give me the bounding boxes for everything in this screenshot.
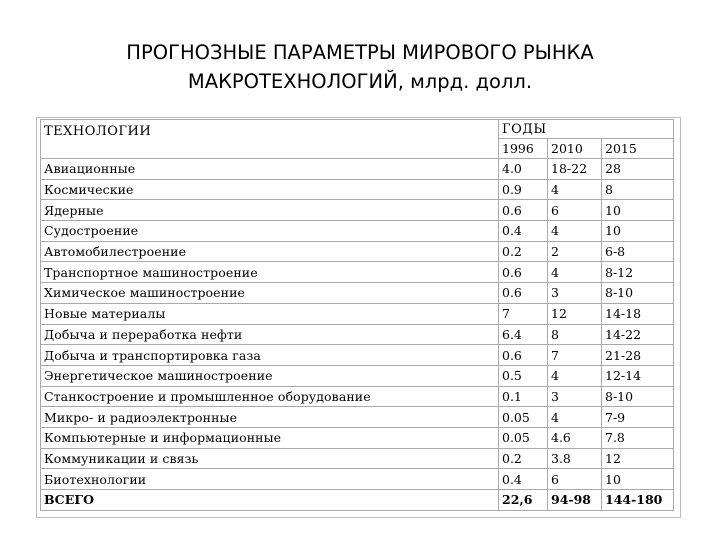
year-1996-header: 1996 [499,139,548,159]
value-2010: 6 [548,200,602,221]
table-row [41,427,674,448]
value-1996: 0.6 [499,262,548,283]
value-2015: 8 [602,179,674,200]
value-2015: 10 [602,469,674,490]
year-2015-header: 2015 [602,139,674,159]
table-row [41,365,674,386]
value-2015: 144-180 [602,490,674,511]
value-1996: 0.6 [499,345,548,366]
title-line-1: ПРОГНОЗНЫЕ ПАРАМЕТРЫ МИРОВОГО РЫНКА [126,41,594,64]
value-2010: 4 [548,221,602,242]
table-row [41,407,674,428]
value-1996: 0.4 [499,469,548,490]
value-1996: 0.4 [499,221,548,242]
value-2010: 18-22 [548,159,602,180]
value-2010: 12 [548,303,602,324]
value-2010: 8 [548,324,602,345]
value-2010: 4 [548,407,602,428]
technology-name: Космические [41,179,499,200]
value-2010: 3 [548,283,602,304]
table-row [41,324,674,345]
header-row [41,120,674,139]
value-2010: 2 [548,241,602,262]
technology-name: Транспортное машиностроение [41,262,499,283]
value-2015: 12 [602,448,674,469]
tech-column-header: ТЕХНОЛОГИИ [41,120,499,159]
value-1996: 0.1 [499,386,548,407]
value-2015: 6-8 [602,241,674,262]
table-row [41,159,674,180]
technology-name: Судостроение [41,221,499,242]
table-row [41,469,674,490]
technology-name: Биотехнологии [41,469,499,490]
value-2015: 14-18 [602,303,674,324]
value-1996: 0.6 [499,200,548,221]
value-1996: 0.5 [499,365,548,386]
table-body [41,120,674,511]
technology-name: Добыча и транспортировка газа [41,345,499,366]
value-2015: 28 [602,159,674,180]
technology-name: Добыча и переработка нефти [41,324,499,345]
value-1996: 22,6 [499,490,548,511]
value-1996: 0.2 [499,448,548,469]
table-row [41,283,674,304]
table-row [41,448,674,469]
market-forecast-table [40,119,674,511]
value-1996: 6.4 [499,324,548,345]
technology-name: Авиационные [41,159,499,180]
value-1996: 4.0 [499,159,548,180]
value-2015: 7.8 [602,427,674,448]
total-label: ВСЕГО [41,490,499,511]
technology-name: Новые материалы [41,303,499,324]
table-row [41,200,674,221]
technology-name: Ядерные [41,200,499,221]
table-row [41,179,674,200]
value-2015: 8-10 [602,283,674,304]
value-2010: 4 [548,365,602,386]
title-line-2: МАКРОТЕХНОЛОГИЙ, млрд. долл. [187,70,533,93]
technology-name: Станкостроение и промышленное оборудование [41,386,499,407]
year-2010-header: 2010 [548,139,602,159]
value-2010: 6 [548,469,602,490]
table-row [41,386,674,407]
value-2010: 3 [548,386,602,407]
value-2015: 8-12 [602,262,674,283]
table-row [41,303,674,324]
technology-name: Химическое машиностроение [41,283,499,304]
value-2010: 7 [548,345,602,366]
value-1996: 0.9 [499,179,548,200]
table-row [41,345,674,366]
technology-name: Компьютерные и информационные [41,427,499,448]
value-2015: 8-10 [602,386,674,407]
value-2010: 4.6 [548,427,602,448]
value-2010: 94-98 [548,490,602,511]
value-2015: 14-22 [602,324,674,345]
total-row [41,490,674,511]
value-1996: 0.2 [499,241,548,262]
value-1996: 7 [499,303,548,324]
value-1996: 0.6 [499,283,548,304]
technology-name: Энергетическое машиностроение [41,365,499,386]
value-1996: 0.05 [499,407,548,428]
table-row [41,221,674,242]
value-2015: 12-14 [602,365,674,386]
value-1996: 0.05 [499,427,548,448]
value-2015: 10 [602,221,674,242]
value-2010: 3.8 [548,448,602,469]
technology-name: Микро- и радиоэлектронные [41,407,499,428]
years-column-header: ГОДЫ [499,120,674,139]
technology-name: Коммуникации и связь [41,448,499,469]
technology-name: Автомобилестроение [41,241,499,262]
table-row [41,241,674,262]
value-2015: 10 [602,200,674,221]
table-row [41,262,674,283]
value-2015: 21-28 [602,345,674,366]
value-2015: 7-9 [602,407,674,428]
slide-title [0,38,720,96]
value-2010: 4 [548,179,602,200]
value-2010: 4 [548,262,602,283]
